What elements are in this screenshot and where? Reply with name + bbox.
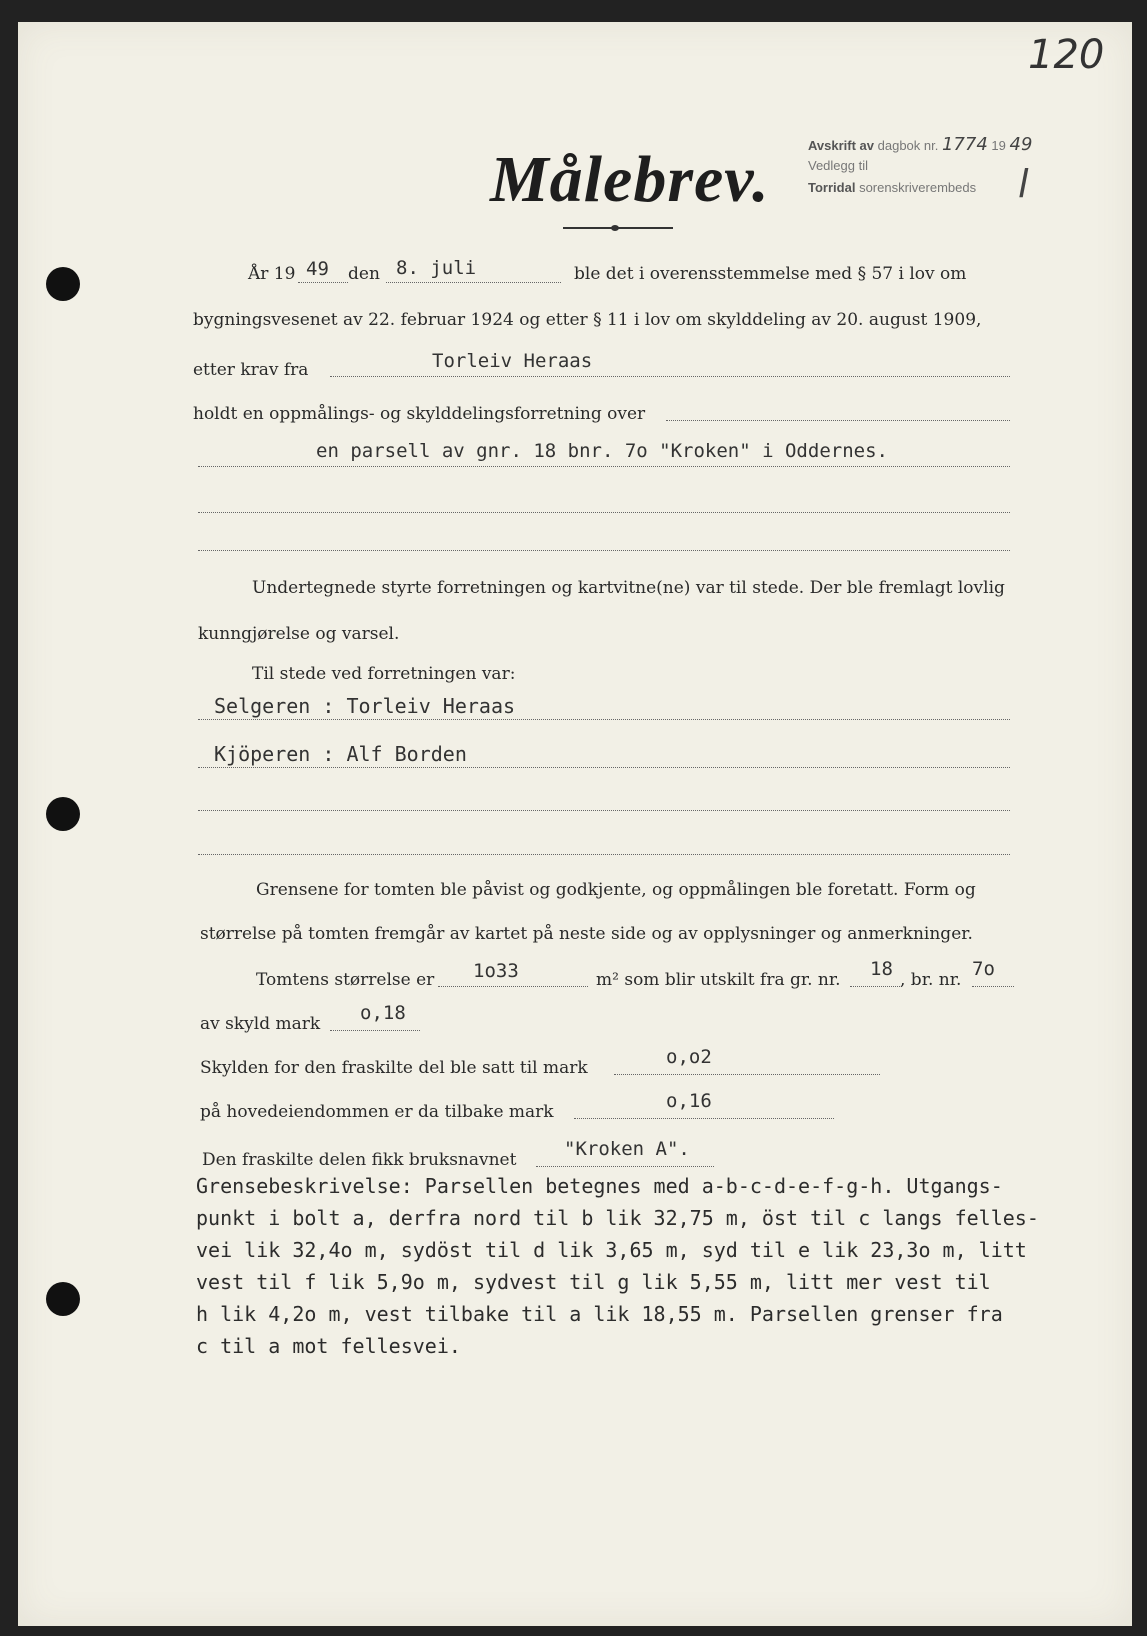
date-value: 8. juli <box>396 257 477 279</box>
stamp-line-1: Avskrift av dagbok nr. 1774 19 49 <box>808 134 1033 155</box>
hoved-label: på hovedeiendommen er da tilbake mark <box>200 1102 554 1122</box>
size-label: Tomtens størrelse er <box>256 970 435 990</box>
description-line-3: vei lik 32,4o m, sydöst til d lik 3,65 m, syd til e lik 23,3o m, litt <box>196 1238 1027 1262</box>
holdt-dots <box>666 400 1010 421</box>
holdt-label: holdt en oppmålings- og skylddelingsforretning over <box>193 404 646 424</box>
size-unit: m² som blir utskilt fra gr. nr. <box>596 970 841 990</box>
attendance-line-1: Undertegnede styrte forretningen og kartvitne(ne) var til stede. Der ble fremlagt lovlig <box>252 578 1005 598</box>
present-label: Til stede ved forretningen var: <box>252 664 516 684</box>
present-buyer: Kjöperen : Alf Borden <box>214 742 467 766</box>
blank-line-1 <box>198 492 1010 513</box>
boundaries-line-1: Grensene for tomten ble påvist og godkjente, og oppmålingen ble foretatt. Form og <box>256 880 976 900</box>
present-seller: Selgeren : Torleiv Heraas <box>214 694 516 718</box>
br-label: , br. nr. <box>900 970 962 990</box>
punch-hole-middle <box>46 797 80 831</box>
parsell-value: en parsell av gnr. 18 bnr. 7o "Kroken" i Oddernes. <box>316 440 888 462</box>
year-label: År 19 <box>248 264 296 284</box>
gr-value: 18 <box>870 958 893 980</box>
size-value: 1o33 <box>473 960 519 982</box>
punch-hole-top <box>46 267 80 301</box>
br-value: 7o <box>972 958 995 980</box>
bruksnavn-value: "Kroken A". <box>564 1138 690 1160</box>
description-line-4: vest til f lik 5,9o m, sydvest til g lik 5,55 m, litt mer vest til <box>196 1270 991 1294</box>
krav-value: Torleiv Heraas <box>432 350 593 372</box>
blank-line-2 <box>198 530 1010 551</box>
stamp-mark: l <box>1018 162 1029 206</box>
stamp-line-3: Torridal sorenskriverembeds <box>808 180 977 195</box>
boundaries-line-2: størrelse på tomten fremgår av kartet på neste side og av opplysninger og anmerkninger. <box>200 924 973 944</box>
description-line-6: c til a mot fellesvei. <box>196 1334 461 1358</box>
attendance-line-2: kunngjørelse og varsel. <box>198 624 400 644</box>
skyld-value: o,18 <box>360 1002 406 1024</box>
intro-line-2: bygningsvesenet av 22. februar 1924 og etter § 11 i lov om skylddeling av 20. august 1909, <box>193 310 982 330</box>
krav-label: etter krav fra <box>193 360 309 380</box>
description-line-2: punkt i bolt a, derfra nord til b lik 32,75 m, öst til c langs felles- <box>196 1206 1039 1230</box>
hoved-value: o,16 <box>666 1090 712 1112</box>
description-line-1: Grensebeskrivelse: Parsellen betegnes med a-b-c-d-e-f-g-h. Utgangs- <box>196 1174 1003 1198</box>
description-line-5: h lik 4,2o m, vest tilbake til a lik 18,55 m. Parsellen grenser fra <box>196 1302 1003 1326</box>
fraskilt-label: Skylden for den fraskilte del ble satt til mark <box>200 1058 588 1078</box>
punch-hole-bottom <box>46 1282 80 1316</box>
document-title: Målebrev. <box>490 143 770 216</box>
document-page <box>18 22 1132 1626</box>
fraskilt-value: o,o2 <box>666 1046 712 1068</box>
page-number: 120 <box>1028 32 1105 78</box>
title-divider <box>563 227 673 229</box>
stamp-line-2: Vedlegg til <box>808 158 868 173</box>
bruksnavn-label: Den fraskilte delen fikk bruksnavnet <box>202 1150 517 1170</box>
blank-line-3 <box>198 790 1010 811</box>
fraskilt-dots <box>614 1054 880 1075</box>
den-label: den <box>348 264 380 284</box>
intro-line-1: ble det i overensstemmelse med § 57 i lov om <box>574 264 967 284</box>
blank-line-4 <box>198 834 1010 855</box>
year-value: 49 <box>306 258 329 280</box>
skyld-label: av skyld mark <box>200 1014 321 1034</box>
